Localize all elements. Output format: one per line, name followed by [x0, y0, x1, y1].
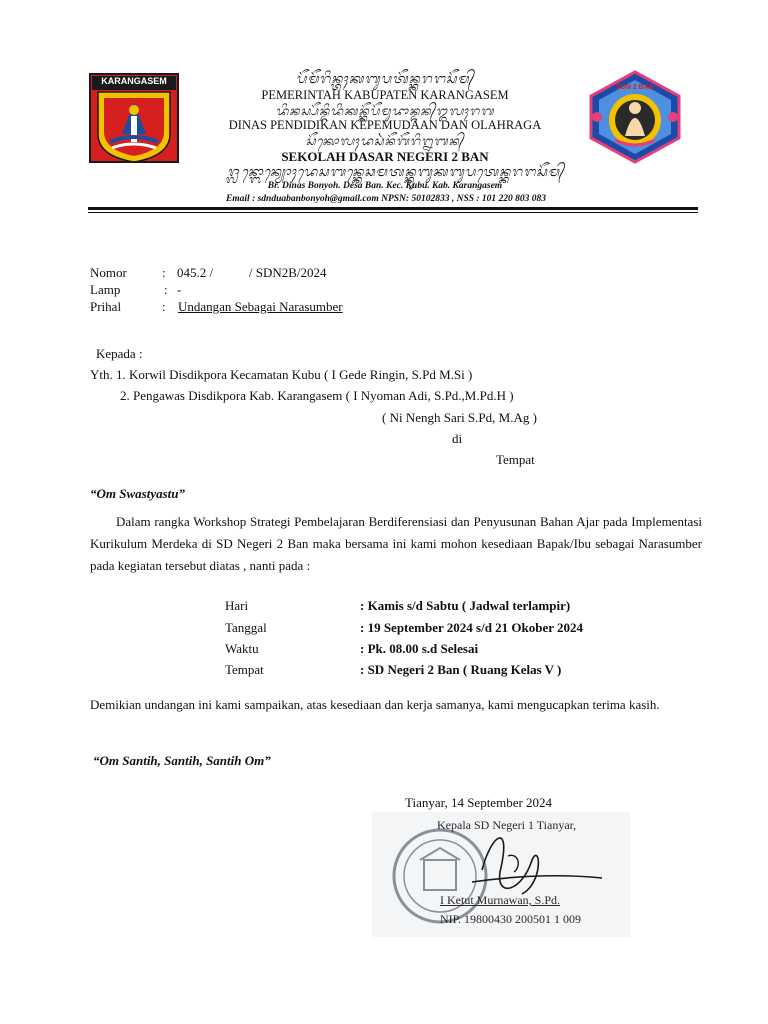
school-contact: Email : sdnduabanbonyoh@gmail.com NPSN: 50102833 , NSS : 101 220 803 083: [225, 194, 547, 204]
left-logo-label: KARANGASEM: [101, 76, 167, 86]
letterhead-rule-thick: [88, 207, 698, 210]
closing-greeting: “Om Santih, Santih, Santih Om”: [93, 753, 271, 768]
signature-name: I Ketut Murnawan, S.Pd.: [440, 893, 560, 907]
schedule-tempat-label: Tempat: [225, 662, 264, 677]
balinese-script-header-1: ᬧᭂᬫᭂᬭᬶᬦ᭄ᬢᬄᬓᬩᬸᬧᬢᭂᬦ᭄ᬓᬭᬗᬲᭂᬫ᭄: [295, 72, 475, 87]
recipient-tempat: Tempat: [496, 452, 535, 467]
recipient-line-1: Yth. 1. Korwil Disdikpora Kecamatan Kubu ( I Gede Ringin, S.Pd M.Si ): [90, 367, 473, 382]
body-paragraph: Dalam rangka Workshop Strategi Pembelajaran Berdiferensiasi dan Penyusunan Bahan Ajar pada Implementasi Kurikulum Merdeka di SD Negeri 2 Ban maka bersama ini kami mohon kesediaan Bapak/Ibu sebagai Narasumber pada kegiatan tersebut diatas , nanti pada :: [90, 514, 702, 573]
government-name: PEMERINTAH KABUPATEN KARANGASEM: [261, 88, 509, 102]
schedule-tanggal-label: Tanggal: [225, 620, 267, 635]
schedule-waktu-label: Waktu: [225, 641, 259, 656]
schedule-waktu-value: : Pk. 08.00 s.d Selesai: [360, 641, 479, 656]
recipient-line-3: ( Ni Nengh Sari S.Pd, M.Ag ): [382, 410, 537, 425]
schedule-hari-value: : Kamis s/d Sabtu ( Jadwal terlampir): [360, 598, 571, 613]
schedule-hari-label: Hari: [225, 598, 249, 613]
prihal-colon: :: [162, 299, 166, 314]
right-logo-label: SDN 2 BAN: [616, 84, 654, 91]
school-address: Br. Dinas Bonyoh. Desa Ban. Kec. Kubu. Kab. Karangasem: [267, 181, 503, 191]
lamp-colon: :: [164, 282, 168, 297]
schedule-tanggal-value: : 19 September 2024 s/d 21 Okober 2024: [360, 620, 584, 635]
kepada-label: Kepada :: [96, 346, 143, 361]
balinese-script-header-3: ᬲᭂᬓᭀᬮᬄᬤᬲᬃᬦᭂᬕᭂᬭᬶ᭒ᬩᬦ᭄: [305, 134, 465, 148]
department-name: DINAS PENDIDIKAN KEPEMUDAAN DAN OLAHRAGA: [228, 118, 542, 132]
lamp-label: Lamp: [90, 282, 121, 297]
recipient-di: di: [452, 431, 463, 446]
recipient-line-2: 2. Pengawas Disdikpora Kab. Karangasem ( I Nyoman Adi, S.Pd.,M.Pd.H ): [120, 388, 514, 403]
signature-position: Kepala SD Negeri 1 Tianyar,: [437, 818, 577, 832]
prihal-subject: Undangan Sebagai Narasumber: [178, 299, 343, 314]
signature-nip: NIP. 19800430 200501 1 009: [440, 912, 582, 926]
signature-place-date: Tianyar, 14 September 2024: [405, 795, 553, 810]
nomor-label: Nomor: [90, 265, 127, 280]
schedule-tempat-value: : SD Negeri 2 Ban ( Ruang Kelas V ): [360, 662, 562, 677]
nomor-value: 045.2 / / SDN2B/2024: [177, 265, 327, 280]
opening-greeting: “Om Swastyastu”: [90, 486, 185, 501]
lamp-value: -: [177, 282, 182, 297]
school-name: SEKOLAH DASAR NEGERI 2 BAN: [281, 149, 489, 164]
closing-paragraph: Demikian undangan ini kami sampaikan, atas kesediaan dan kerja samanya, kami mengucapkan terima kasih.: [90, 697, 660, 712]
balinese-script-header-2: ᬤᬶᬦᬲ᭄ᬧᭂᬦ᭄ᬤᬶᬤᬶᬓᬦ᭄ᬓᭂᬧᭂᬫᬸᬤᬵᬦ᭄ᬤᬦ᭄ᬑᬮᬄᬭᬕ: [275, 104, 495, 118]
balinese-script-header-4: ᬚ᭄ᬮᬦ᭄ᬩᭀᬦ᭄ᬬᭀᬄᬤᬾᬲᬩᬦ᭄ᬓᬾᬘᬫᬢᬦ᭄ᬓᬸᬩᬸᬓᬩᬸᬧᬢᬾᬦ᭄ᬓᬭᬗᬲᭂᬫ᭄: [227, 165, 565, 180]
nomor-colon: :: [162, 265, 166, 280]
letterhead-rule-thin: [88, 212, 698, 213]
prihal-label: Prihal: [90, 299, 122, 314]
